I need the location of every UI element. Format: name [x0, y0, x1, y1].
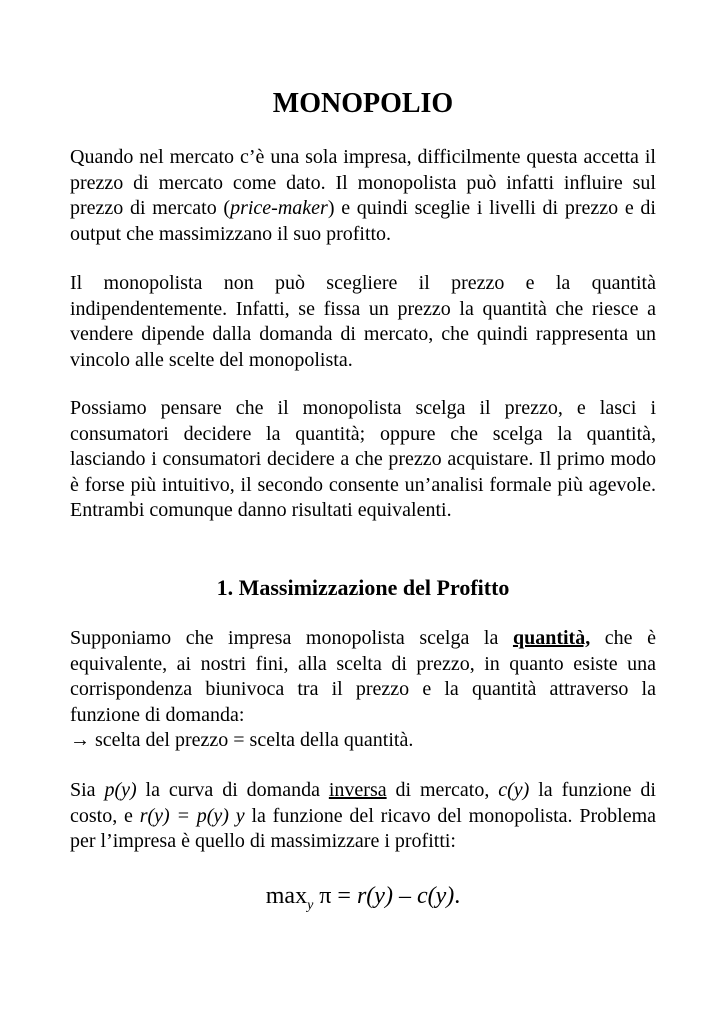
- paragraph-definitions: [70, 778, 656, 855]
- definitions-text-c: la curva di domanda: [136, 779, 329, 801]
- formula-minus: –: [392, 883, 417, 909]
- definitions-text-e: di mercato,: [386, 779, 499, 801]
- profit-max-formula: [70, 880, 656, 922]
- quantity-term: quantità,: [512, 627, 591, 649]
- definitions-text-i: la funzione del ricavo del monopolista. Problema per l’impresa è quello di massimizzare i profitti:: [70, 804, 656, 852]
- formula-cost: c(y): [416, 883, 455, 909]
- right-arrow-icon: →: [70, 729, 90, 751]
- page-title: MONOPOLIO: [272, 88, 454, 119]
- formula-max: max: [265, 883, 308, 909]
- inverse-term: inversa: [328, 779, 387, 801]
- paragraph-constraint: Il monopolista non può scegliere il prezzo e la quantità indipendentemente. Infatti, se fissa un prezzo la quantità che riesce a vendere dipende dalla domanda di mercato, che quindi rappresenta un vincolo alle scelte del monopolista.: [70, 272, 656, 371]
- section-heading-profit-max: 1. Massimizzazione del Profitto: [216, 575, 510, 600]
- equivalence-line: [70, 728, 656, 754]
- demand-function-symbol: p(y): [104, 779, 137, 801]
- revenue-function-formula: r(y) = p(y) y: [139, 804, 245, 827]
- price-maker-term: price-maker: [230, 197, 328, 219]
- equivalence-text: scelta del prezzo = scelta della quantità.: [90, 729, 414, 751]
- paragraph-choice: Possiamo pensare che il monopolista scelga il prezzo, e lasci i consumatori decidere la quantità; oppure che scelga la quantità, lasciando i consumatori decidere a che prezzo acquistare. Il primo modo è forse più intuitivo, il secondo consente un’analisi formale più agevole. Entrambi comunque danno risultati equivalenti.: [70, 397, 656, 521]
- definitions-text-a: Sia: [70, 779, 105, 801]
- paragraph-quantity-text-a: Supponiamo che impresa monopolista scelga la: [70, 627, 513, 649]
- formula-pi: π =: [313, 883, 357, 909]
- formula-revenue: r(y): [356, 883, 393, 909]
- formula-subscript: y: [307, 897, 314, 913]
- paragraph-intro-text-a: Quando nel mercato c’è una sola impresa, difficilmente questa accetta il prezzo di mercato come dato. Il monopolista può infatti influire sul prezzo di mercato (: [70, 146, 656, 219]
- definitions-text-g: la funzione di costo, e: [70, 779, 656, 827]
- paragraph-quantity-text-c: che è equivalente, ai nostri fini, alla scelta di prezzo, in quanto esiste una corrispondenza biunivoca tra il prezzo e la quantità attraverso la funzione di domanda:: [70, 627, 656, 726]
- paragraph-intro-text-c: ) e quindi sceglie i livelli di prezzo e di output che massimizzano il suo profitto.: [70, 197, 656, 245]
- formula-period: .: [454, 883, 461, 909]
- cost-function-symbol: c(y): [498, 779, 530, 801]
- paragraph-quantity-choice: [70, 626, 656, 754]
- paragraph-intro: [70, 145, 656, 247]
